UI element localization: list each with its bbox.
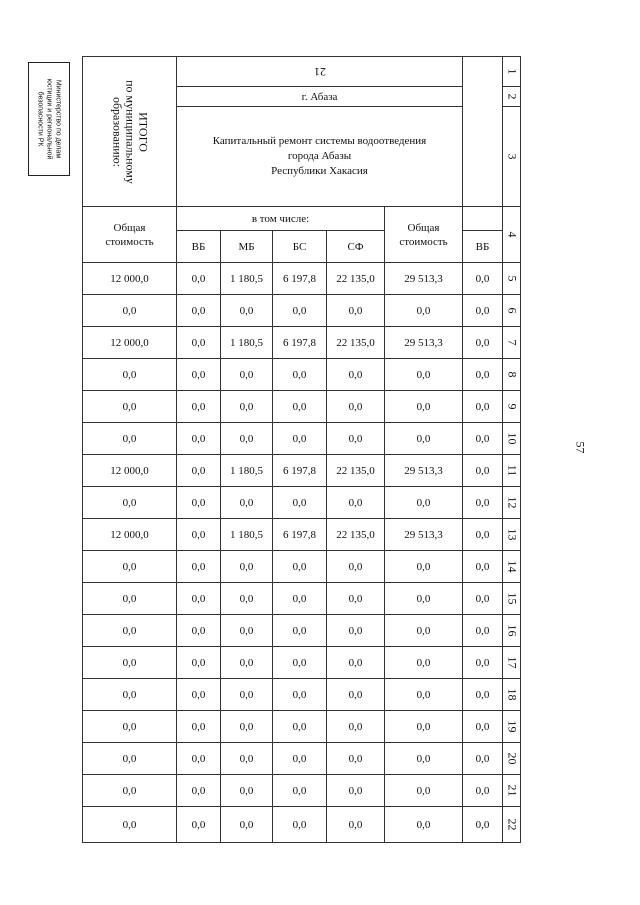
cell-vb: 0,0 [177, 615, 221, 647]
cell-mb: 0,0 [221, 711, 273, 743]
cell-total: 0,0 [83, 391, 177, 423]
cell-sf: 0,0 [327, 551, 385, 583]
row-number-cell [503, 263, 521, 295]
stamp-text: Министерство по делам юстиции и региональной безопасности РК [36, 78, 62, 160]
cell-vb: 0,0 [177, 359, 221, 391]
cell-sf: 0,0 [327, 615, 385, 647]
col-header-bs: БС [273, 231, 327, 263]
page-number: 57 [573, 441, 588, 454]
cell-bs: 6 197,8 [273, 455, 327, 487]
cell-mb: 1 180,5 [221, 327, 273, 359]
cell-sf: 22 135,0 [327, 455, 385, 487]
cell-total2: 0,0 [385, 615, 463, 647]
row-number: 9 [505, 403, 519, 410]
cell-total: 0,0 [83, 647, 177, 679]
cell-bs: 0,0 [273, 551, 327, 583]
cell-mb: 0,0 [221, 647, 273, 679]
table-row [83, 679, 521, 711]
row-number-cell [503, 743, 521, 775]
cell-mb: 0,0 [221, 775, 273, 807]
cell-vb: 0,0 [177, 327, 221, 359]
cell-total2: 0,0 [385, 711, 463, 743]
cell-sf: 0,0 [327, 743, 385, 775]
cell-total2: 0,0 [385, 647, 463, 679]
cell-vb: 0,0 [177, 487, 221, 519]
row-number-cell [503, 207, 521, 263]
row-number: 22 [505, 818, 519, 831]
col-header-sf: СФ [327, 231, 385, 263]
cell-total2: 0,0 [385, 775, 463, 807]
cell-total2: 0,0 [385, 743, 463, 775]
row-number: 12 [505, 496, 519, 509]
row-number-cell [503, 647, 521, 679]
total-cost-header-right: Общая стоимость [385, 207, 463, 263]
cell-vb2: 0,0 [463, 711, 503, 743]
cell-sf: 0,0 [327, 391, 385, 423]
row-number-cell [503, 679, 521, 711]
row-number-cell [503, 327, 521, 359]
cell-bs: 0,0 [273, 583, 327, 615]
cell-total: 0,0 [83, 487, 177, 519]
row-number-cell [503, 519, 521, 551]
table-row [83, 807, 521, 843]
cell-mb: 0,0 [221, 807, 273, 843]
cell-vb: 0,0 [177, 647, 221, 679]
row-number-cell [503, 615, 521, 647]
table-row [83, 551, 521, 583]
cell-total: 0,0 [83, 359, 177, 391]
table-row [83, 487, 521, 519]
cell-vb2: 0,0 [463, 679, 503, 711]
row-number-cell [503, 807, 521, 843]
cell-total: 0,0 [83, 583, 177, 615]
cell-vb2: 0,0 [463, 487, 503, 519]
cell-total2: 0,0 [385, 807, 463, 843]
col-header-vb2: ВБ [463, 231, 503, 263]
cell-bs: 0,0 [273, 679, 327, 711]
cell-bs: 0,0 [273, 647, 327, 679]
object-number: 21 [313, 65, 326, 79]
cell-vb2: 0,0 [463, 263, 503, 295]
row-number: 2 [505, 93, 519, 100]
row-number: 4 [505, 231, 519, 238]
cell-vb2: 0,0 [463, 775, 503, 807]
cell-total: 0,0 [83, 615, 177, 647]
table-row [83, 391, 521, 423]
table-row [83, 263, 521, 295]
cell-mb: 0,0 [221, 487, 273, 519]
cell-mb: 0,0 [221, 743, 273, 775]
cell-sf: 0,0 [327, 647, 385, 679]
cell-vb: 0,0 [177, 743, 221, 775]
row-number-cell [503, 551, 521, 583]
cell-total2: 29 513,3 [385, 263, 463, 295]
itogo-cell [83, 57, 177, 207]
row-number-cell [503, 487, 521, 519]
cell-sf: 0,0 [327, 295, 385, 327]
cell-mb: 0,0 [221, 423, 273, 455]
total-cost-header: Общая стоимость [83, 207, 177, 263]
object-number-cell [177, 57, 463, 87]
cell-vb: 0,0 [177, 423, 221, 455]
cell-bs: 6 197,8 [273, 327, 327, 359]
table-row [83, 615, 521, 647]
cell-sf: 0,0 [327, 583, 385, 615]
blank-header-cell [463, 57, 503, 207]
cell-vb2: 0,0 [463, 327, 503, 359]
row-number: 16 [505, 624, 519, 637]
row-number: 1 [505, 68, 519, 75]
cell-vb2: 0,0 [463, 615, 503, 647]
table-row [83, 583, 521, 615]
cell-mb: 0,0 [221, 615, 273, 647]
table-row [83, 711, 521, 743]
cell-bs: 0,0 [273, 615, 327, 647]
cell-vb2: 0,0 [463, 423, 503, 455]
table-row [83, 295, 521, 327]
cell-sf: 0,0 [327, 359, 385, 391]
row-number-cell [503, 295, 521, 327]
cell-vb: 0,0 [177, 391, 221, 423]
cell-vb2: 0,0 [463, 551, 503, 583]
blank-cell [463, 207, 503, 231]
cell-mb: 0,0 [221, 679, 273, 711]
cell-vb: 0,0 [177, 775, 221, 807]
row-number-cell [503, 583, 521, 615]
cell-mb: 1 180,5 [221, 263, 273, 295]
cell-mb: 0,0 [221, 359, 273, 391]
cell-vb2: 0,0 [463, 647, 503, 679]
row-number-cell [503, 359, 521, 391]
cell-sf: 22 135,0 [327, 327, 385, 359]
cell-bs: 0,0 [273, 743, 327, 775]
cell-mb: 1 180,5 [221, 455, 273, 487]
cell-bs: 0,0 [273, 487, 327, 519]
cell-mb: 0,0 [221, 551, 273, 583]
row-number-cell [503, 87, 521, 107]
cell-vb: 0,0 [177, 295, 221, 327]
row-number: 11 [505, 464, 519, 477]
cell-vb: 0,0 [177, 455, 221, 487]
row-number-cell [503, 775, 521, 807]
budget-table [82, 56, 521, 843]
cell-total2: 29 513,3 [385, 327, 463, 359]
including-header: в том числе: [177, 207, 385, 231]
col-header-mb: МБ [221, 231, 273, 263]
cell-vb2: 0,0 [463, 391, 503, 423]
cell-sf: 0,0 [327, 679, 385, 711]
cell-sf: 22 135,0 [327, 519, 385, 551]
cell-vb2: 0,0 [463, 583, 503, 615]
cell-total2: 0,0 [385, 359, 463, 391]
table-row [83, 647, 521, 679]
cell-total: 12 000,0 [83, 327, 177, 359]
row-number: 7 [505, 339, 519, 346]
row-number: 13 [505, 528, 519, 541]
table-row [83, 775, 521, 807]
cell-total: 12 000,0 [83, 455, 177, 487]
row-number-cell [503, 423, 521, 455]
cell-total: 0,0 [83, 743, 177, 775]
registration-stamp [28, 62, 70, 176]
cell-sf: 0,0 [327, 711, 385, 743]
cell-total: 0,0 [83, 679, 177, 711]
row-number: 18 [505, 688, 519, 701]
cell-bs: 0,0 [273, 391, 327, 423]
cell-total: 12 000,0 [83, 519, 177, 551]
cell-bs: 0,0 [273, 359, 327, 391]
cell-total: 0,0 [83, 551, 177, 583]
cell-vb2: 0,0 [463, 359, 503, 391]
cell-total: 12 000,0 [83, 263, 177, 295]
row-number: 10 [505, 432, 519, 445]
cell-vb: 0,0 [177, 679, 221, 711]
cell-total2: 0,0 [385, 295, 463, 327]
cell-vb: 0,0 [177, 711, 221, 743]
project-title: Капитальный ремонт системы водоотведения города Абазы Республики Хакасия [177, 107, 463, 207]
cell-total2: 0,0 [385, 679, 463, 711]
cell-total2: 0,0 [385, 487, 463, 519]
table-row [83, 743, 521, 775]
row-number-cell [503, 391, 521, 423]
cell-total2: 29 513,3 [385, 519, 463, 551]
cell-total: 0,0 [83, 295, 177, 327]
cell-mb: 0,0 [221, 391, 273, 423]
cell-mb: 0,0 [221, 583, 273, 615]
cell-mb: 0,0 [221, 295, 273, 327]
itogo-label: ИТОГО по муниципальному образованию: [110, 79, 150, 184]
row-number: 6 [505, 307, 519, 314]
cell-bs: 0,0 [273, 295, 327, 327]
col-header-vb: ВБ [177, 231, 221, 263]
cell-vb2: 0,0 [463, 519, 503, 551]
row-number: 14 [505, 560, 519, 573]
table-row [83, 519, 521, 551]
cell-vb2: 0,0 [463, 743, 503, 775]
cell-sf: 0,0 [327, 487, 385, 519]
cell-vb: 0,0 [177, 807, 221, 843]
cell-vb: 0,0 [177, 263, 221, 295]
cell-total2: 29 513,3 [385, 455, 463, 487]
cell-sf: 0,0 [327, 807, 385, 843]
cell-total: 0,0 [83, 711, 177, 743]
row-number: 3 [505, 153, 519, 160]
cell-bs: 0,0 [273, 711, 327, 743]
cell-vb2: 0,0 [463, 807, 503, 843]
row-number-cell [503, 107, 521, 207]
cell-vb: 0,0 [177, 519, 221, 551]
city-cell: г. Абаза [177, 87, 463, 107]
cell-vb: 0,0 [177, 583, 221, 615]
cell-sf: 0,0 [327, 423, 385, 455]
cell-bs: 6 197,8 [273, 519, 327, 551]
cell-mb: 1 180,5 [221, 519, 273, 551]
cell-sf: 22 135,0 [327, 263, 385, 295]
table-row [83, 327, 521, 359]
cell-total: 0,0 [83, 807, 177, 843]
cell-vb2: 0,0 [463, 295, 503, 327]
cell-bs: 0,0 [273, 423, 327, 455]
cell-total: 0,0 [83, 423, 177, 455]
row-number: 17 [505, 656, 519, 669]
cell-total: 0,0 [83, 775, 177, 807]
cell-total2: 0,0 [385, 423, 463, 455]
row-number: 20 [505, 752, 519, 765]
row-number: 5 [505, 275, 519, 282]
cell-total2: 0,0 [385, 551, 463, 583]
table-row [83, 359, 521, 391]
cell-vb: 0,0 [177, 551, 221, 583]
cell-total2: 0,0 [385, 583, 463, 615]
row-number: 8 [505, 371, 519, 378]
cell-vb2: 0,0 [463, 455, 503, 487]
row-number-cell [503, 455, 521, 487]
cell-bs: 0,0 [273, 807, 327, 843]
row-number-cell [503, 57, 521, 87]
table-row [83, 455, 521, 487]
table-row [83, 423, 521, 455]
cell-total2: 0,0 [385, 391, 463, 423]
cell-bs: 0,0 [273, 775, 327, 807]
row-number: 15 [505, 592, 519, 605]
row-number: 21 [505, 784, 519, 797]
cell-bs: 6 197,8 [273, 263, 327, 295]
row-number: 19 [505, 720, 519, 733]
row-number-cell [503, 711, 521, 743]
cell-sf: 0,0 [327, 775, 385, 807]
